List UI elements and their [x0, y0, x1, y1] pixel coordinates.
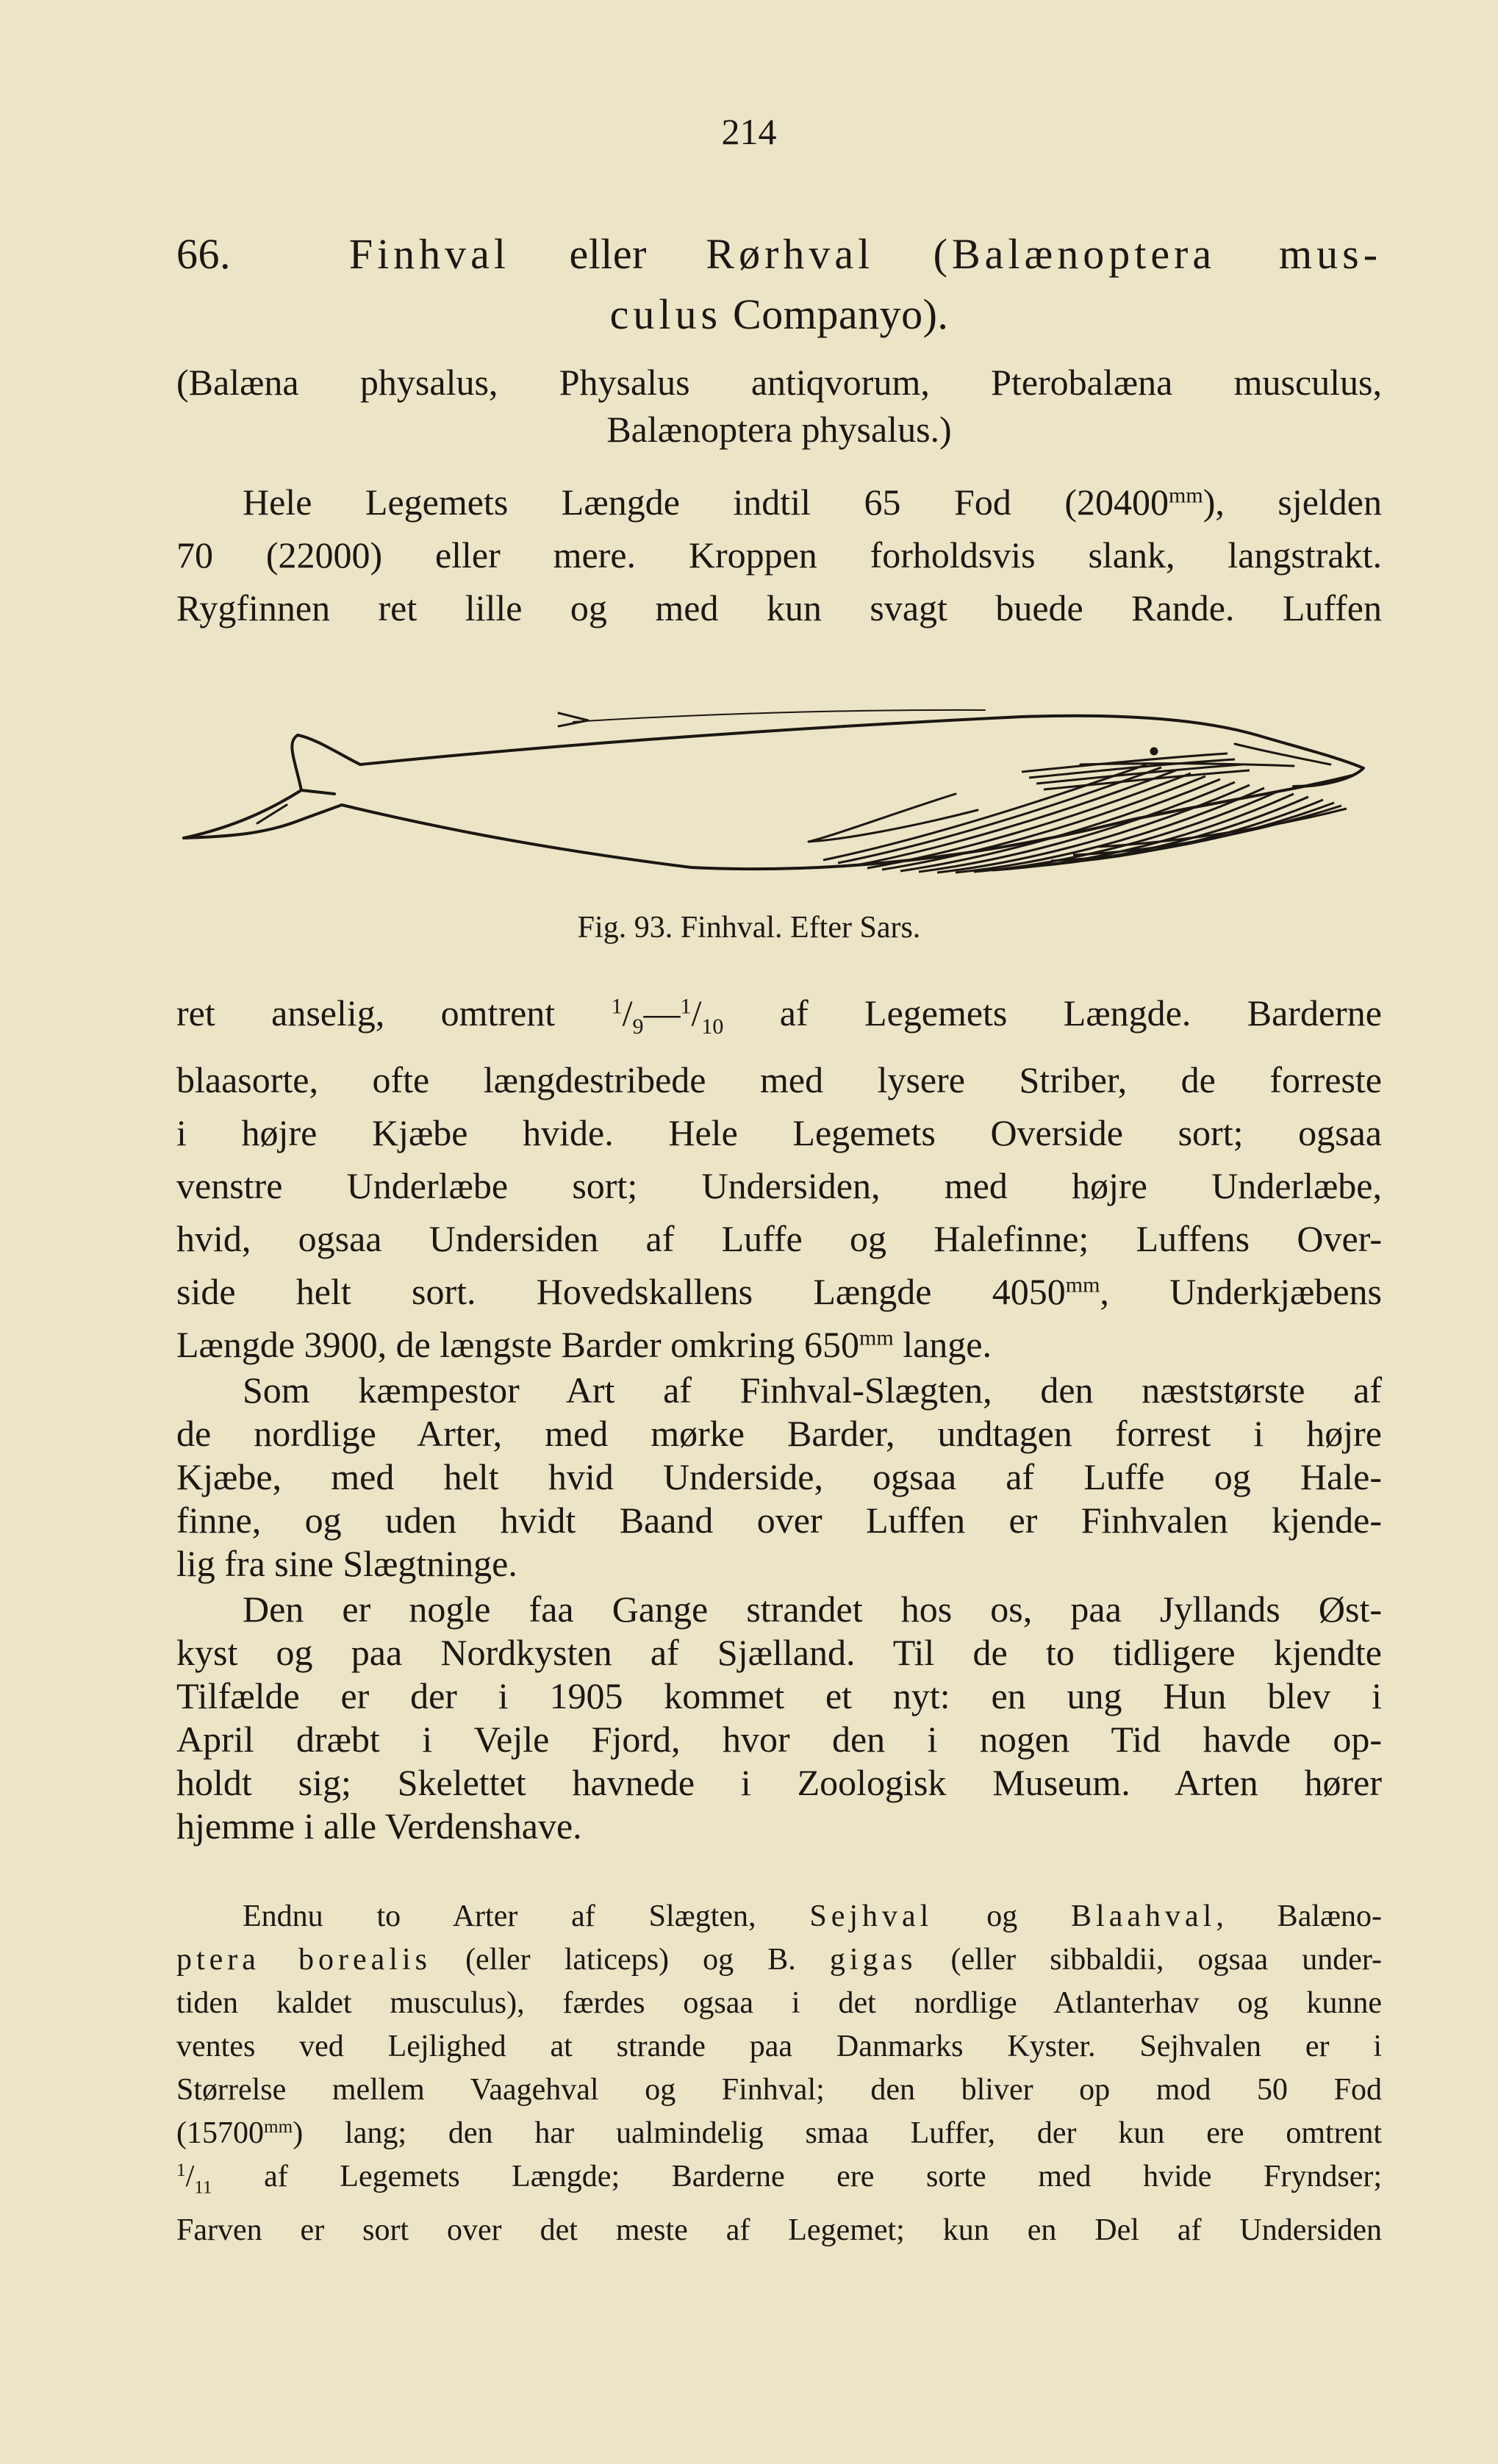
text-line: $(15700^{mm})$ lang; den har ualmindelig smaa Luffer, der kun ere omtrent	[176, 2116, 1382, 2150]
text-line: Endnu to Arter af Slægten, Sejhval og Blaahval, Balæno-	[243, 1899, 1383, 1933]
text-line: April dræbt i Vejle Fjord, hvor den i nogen Tid havde op-	[176, 1719, 1382, 1760]
text-line: $^1/_{11}$ af Legemets Længde; Barderne ere sorte med hvide Fryndser;	[176, 2160, 1382, 2198]
text-line: 70 (22000) eller mere. Kroppen forholdsvis slank, langstrakt.	[176, 534, 1382, 576]
text-line: Tilfælde er der i 1905 kommet et nyt: en ung Hun blev i	[176, 1675, 1382, 1716]
text-line: hvid, ogsaa Undersiden af Luffe og Halefinne; Luffens Over-	[176, 1218, 1382, 1259]
text-line: Størrelse mellem Vaagehval og Finhval; den bliver op mod 50 Fod	[176, 2073, 1382, 2107]
text-line: finne, og uden hvidt Baand over Luffen er Finhvalen kjende-	[176, 1500, 1382, 1541]
text-line: Den er nogle faa Gange strandet hos os, paa Jyllands Øst-	[243, 1589, 1382, 1630]
text-line: lig fra sine Slægtninge.	[176, 1543, 517, 1584]
text-line: Rygfinnen ret lille og med kun svagt buede Rande. Luffen	[176, 587, 1382, 628]
text-line: ptera borealis (eller laticeps) og B. gigas (eller sibbaldii, ogsaa under-	[176, 1943, 1382, 1977]
text-line: ret anselig, omtrent $^1/_9—^1/_{10}$ af Legemets Længde. Barderne	[176, 992, 1382, 1039]
text-line: Farven er sort over det meste af Legemet; kun en Del af Undersiden	[176, 2213, 1382, 2248]
synonym-line: (Balæna physalus, Physalus antiqvorum, Pterobalæna musculus,	[176, 362, 1382, 403]
text-line: ventes ved Lejlighed at strande paa Danmarks Kyster. Sejhvalen er i	[176, 2030, 1382, 2063]
text-line: Længde 3900, de længste Barder omkring $650^{mm}$ lange.	[176, 1324, 992, 1365]
text-line: Som kæmpestor Art af Finhval-Slægten, den næststørste af	[243, 1369, 1382, 1411]
identification-paragraph	[176, 1369, 1382, 1586]
species-heading	[176, 224, 1382, 345]
heading-line-2: culus Companyo).	[609, 290, 949, 338]
distribution-paragraph	[176, 1588, 1382, 1848]
text-line: de nordlige Arter, med mørke Barder, undtagen forrest i højre	[176, 1413, 1382, 1454]
text-line: blaasorte, ofte længdestribede med lysere Striber, de forreste	[176, 1059, 1382, 1100]
synonym-list	[176, 359, 1382, 453]
synonym-line: Balænoptera physalus.)	[606, 409, 952, 450]
text-line: holdt sig; Skelettet havnede i Zoologisk Museum. Arten hører	[176, 1762, 1382, 1803]
description-paragraph-continued	[176, 986, 1382, 1371]
fin-whale-illustration	[176, 684, 1382, 904]
text-line: tiden kaldet musculus), færdes ogsaa i det nordlige Atlanterhav og kunne	[176, 1986, 1382, 2020]
heading-line-1: 66. Finhval eller Rørhval (Balænoptera mus-	[176, 230, 1383, 278]
page-number: 214	[721, 111, 777, 152]
figure-caption: Fig. 93. Finhval. Efter Sars.	[577, 911, 921, 945]
text-line: Hele Legemets Længde indtil 65 Fod $(20400^{mm})$, sjelden	[243, 481, 1382, 523]
text-line: hjemme i alle Verdenshave.	[176, 1805, 582, 1847]
text-line: venstre Underlæbe sort; Undersiden, med højre Underlæbe,	[176, 1165, 1382, 1206]
text-line: Kjæbe, med helt hvid Underside, ogsaa af Luffe og Hale-	[176, 1456, 1382, 1497]
text-line: side helt sort. Hovedskallens Længde $4050^{mm}$, Underkjæbens	[176, 1271, 1382, 1312]
footnote-paragraph	[176, 1895, 1382, 2252]
description-paragraph	[176, 476, 1382, 634]
text-line: kyst og paa Nordkysten af Sjælland. Til de to tidligere kjendte	[176, 1632, 1382, 1673]
text-line: i højre Kjæbe hvide. Hele Legemets Overside sort; ogsaa	[176, 1112, 1382, 1153]
